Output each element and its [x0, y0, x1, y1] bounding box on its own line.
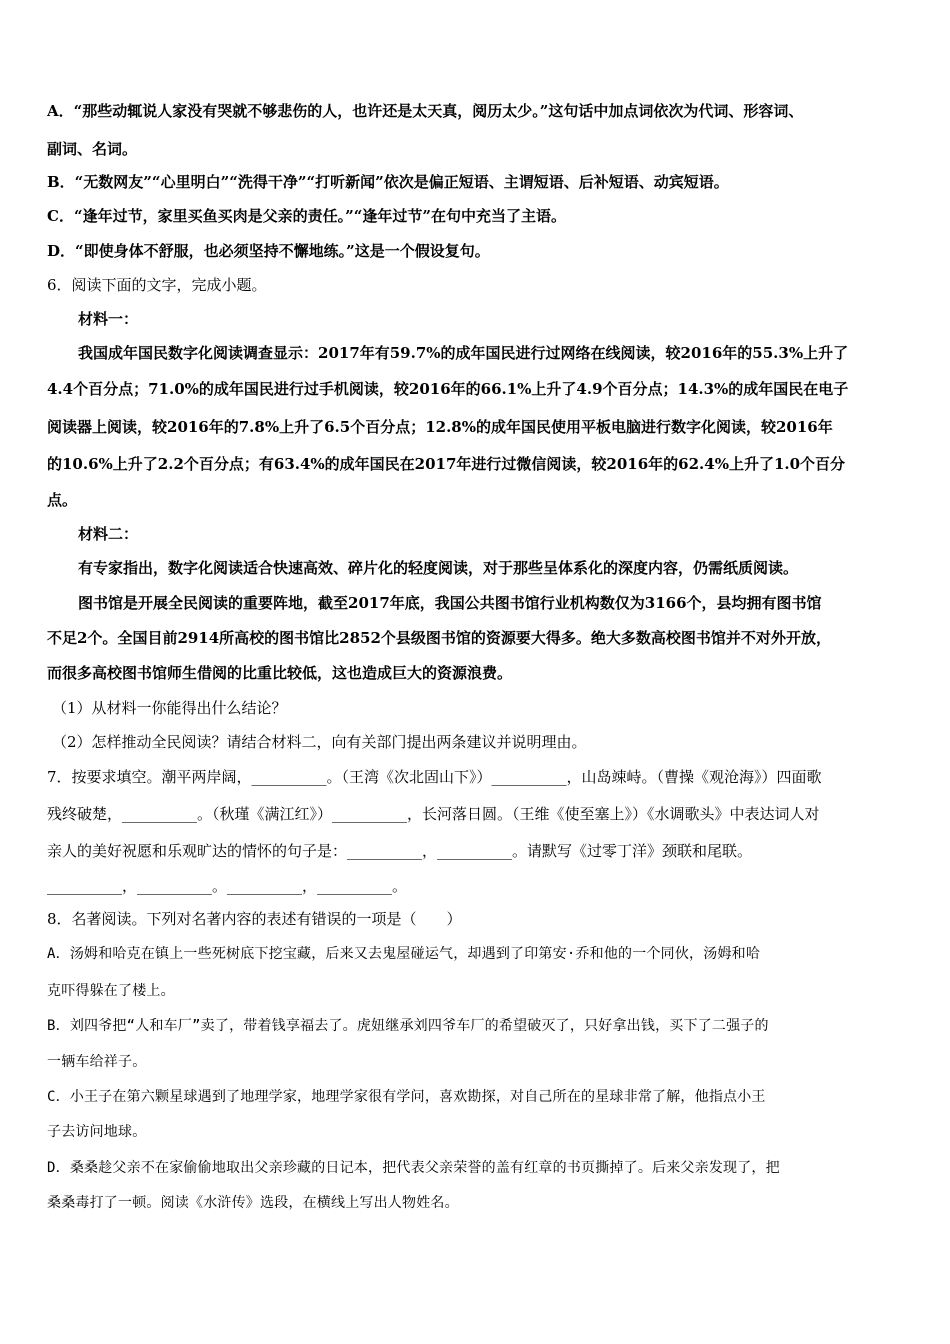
q5-option-b: B．“无数网友”“心里明白”“洗得干净”“打听新闻”依次是偏正短语、主谓短语、后补短语、动宾短语。: [47, 173, 729, 191]
q5-option-c: C．“逢年过节，家里买鱼买肉是父亲的责任。”“逢年过节”在句中充当了主语。: [47, 207, 566, 225]
q7-line2: 残终破楚，__________。（秋瑾《满江红》）__________，长河落日圆。（王维《使至塞上》）《水调歌头》中表达词人对: [47, 805, 820, 823]
q7-line3: 亲人的美好祝愿和乐观旷达的情怀的句子是：__________，__________。请默写《过零丁洋》颈联和尾联。: [47, 842, 753, 860]
q8-option-d-line1: D．桑桑趁父亲不在家偷偷地取出父亲珍藏的日记本，把代表父亲荣誉的盖有红章的书页撕掉了。后来父亲发现了，把: [47, 1160, 780, 1176]
material-2-label: 材料二：: [78, 525, 139, 543]
q5-option-a-line2: 副词、名词。: [47, 140, 138, 158]
material-2-para2-line2: 不足2个。全国目前2914所高校的图书馆比2852个县级图书馆的资源要大得多。绝大多数高校图书馆并不对外开放，: [47, 629, 831, 647]
q7-line4-blanks: __________，__________。__________，__________。: [47, 877, 408, 895]
q8-option-a-line1: A．汤姆和哈克在镇上一些死树底下挖宝藏，后来又去鬼屋碰运气，却遇到了印第安·乔和他的一个同伙，汤姆和哈: [47, 946, 761, 962]
material-1-line5: 点。: [47, 491, 78, 509]
q6-heading: 6．阅读下面的文字，完成小题。: [47, 276, 267, 294]
q6-subquestion-2: （2）怎样推动全民阅读？请结合材料二，向有关部门提出两条建议并说明理由。: [52, 733, 587, 751]
material-2-para2-line3: 而很多高校图书馆师生借阅的比重比较低，这也造成巨大的资源浪费。: [47, 664, 513, 682]
material-1-line1: 我国成年国民数字化阅读调查显示：2017年有59.7%的成年国民进行过网络在线阅读，较2016年的55.3%上升了: [78, 344, 849, 362]
q8-option-c-line1: C．小王子在第六颗星球遇到了地理学家，地理学家很有学问，喜欢勘探，对自己所在的星球非常了解，他指点小王: [47, 1089, 766, 1105]
material-1-line2: 4.4个百分点；71.0%的成年国民进行过手机阅读，较2016年的66.1%上升了4.9个百分点；14.3%的成年国民在电子: [47, 380, 849, 398]
material-1-label: 材料一：: [78, 310, 139, 328]
q6-subquestion-1: （1）从材料一你能得出什么结论？: [52, 699, 287, 717]
q7-line1: 7．按要求填空。潮平两岸阔，__________。（王湾《次北固山下》）__________，山岛竦峙。（曹操《观沧海》）四面歌: [47, 768, 822, 786]
q8-option-d-line2: 桑桑毒打了一顿。阅读《水浒传》选段，在横线上写出人物姓名。: [47, 1195, 459, 1211]
material-1-line4: 的10.6%上升了2.2个百分点；有63.4%的成年国民在2017年进行过微信阅读，较2016年的62.4%上升了1.0个百分: [47, 455, 846, 473]
q8-option-b-line1: B．刘四爷把“人和车厂”卖了，带着钱享福去了。虎妞继承刘四爷车厂的希望破灭了，只好拿出钱，买下了二强子的: [47, 1018, 769, 1034]
q8-heading: 8．名著阅读。下列对名著内容的表述有错误的一项是（ ）: [47, 910, 462, 928]
q8-option-a-line2: 克吓得躲在了楼上。: [47, 983, 175, 999]
material-1-line3: 阅读器上阅读，较2016年的7.8%上升了6.5个百分点；12.8%的成年国民使用平板电脑进行数字化阅读，较2016年: [47, 418, 833, 436]
q5-option-d: D．“即使身体不舒服，也必须坚持不懈地练。”这是一个假设复句。: [47, 242, 490, 260]
material-2-para1: 有专家指出，数字化阅读适合快速高效、碎片化的轻度阅读，对于那些呈体系化的深度内容，仍需纸质阅读。: [78, 559, 799, 577]
material-2-para2-line1: 图书馆是开展全民阅读的重要阵地，截至2017年底，我国公共图书馆行业机构数仅为3166个，县均拥有图书馆: [78, 594, 822, 612]
q8-option-c-line2: 子去访问地球。: [47, 1124, 147, 1140]
q8-option-b-line2: 一辆车给祥子。: [47, 1054, 147, 1070]
q5-option-a-line1: A．“那些动辄说人家没有哭就不够悲伤的人，也许还是太天真，阅历太少。”这句话中加点词依次为代词、形容词、: [47, 102, 804, 120]
